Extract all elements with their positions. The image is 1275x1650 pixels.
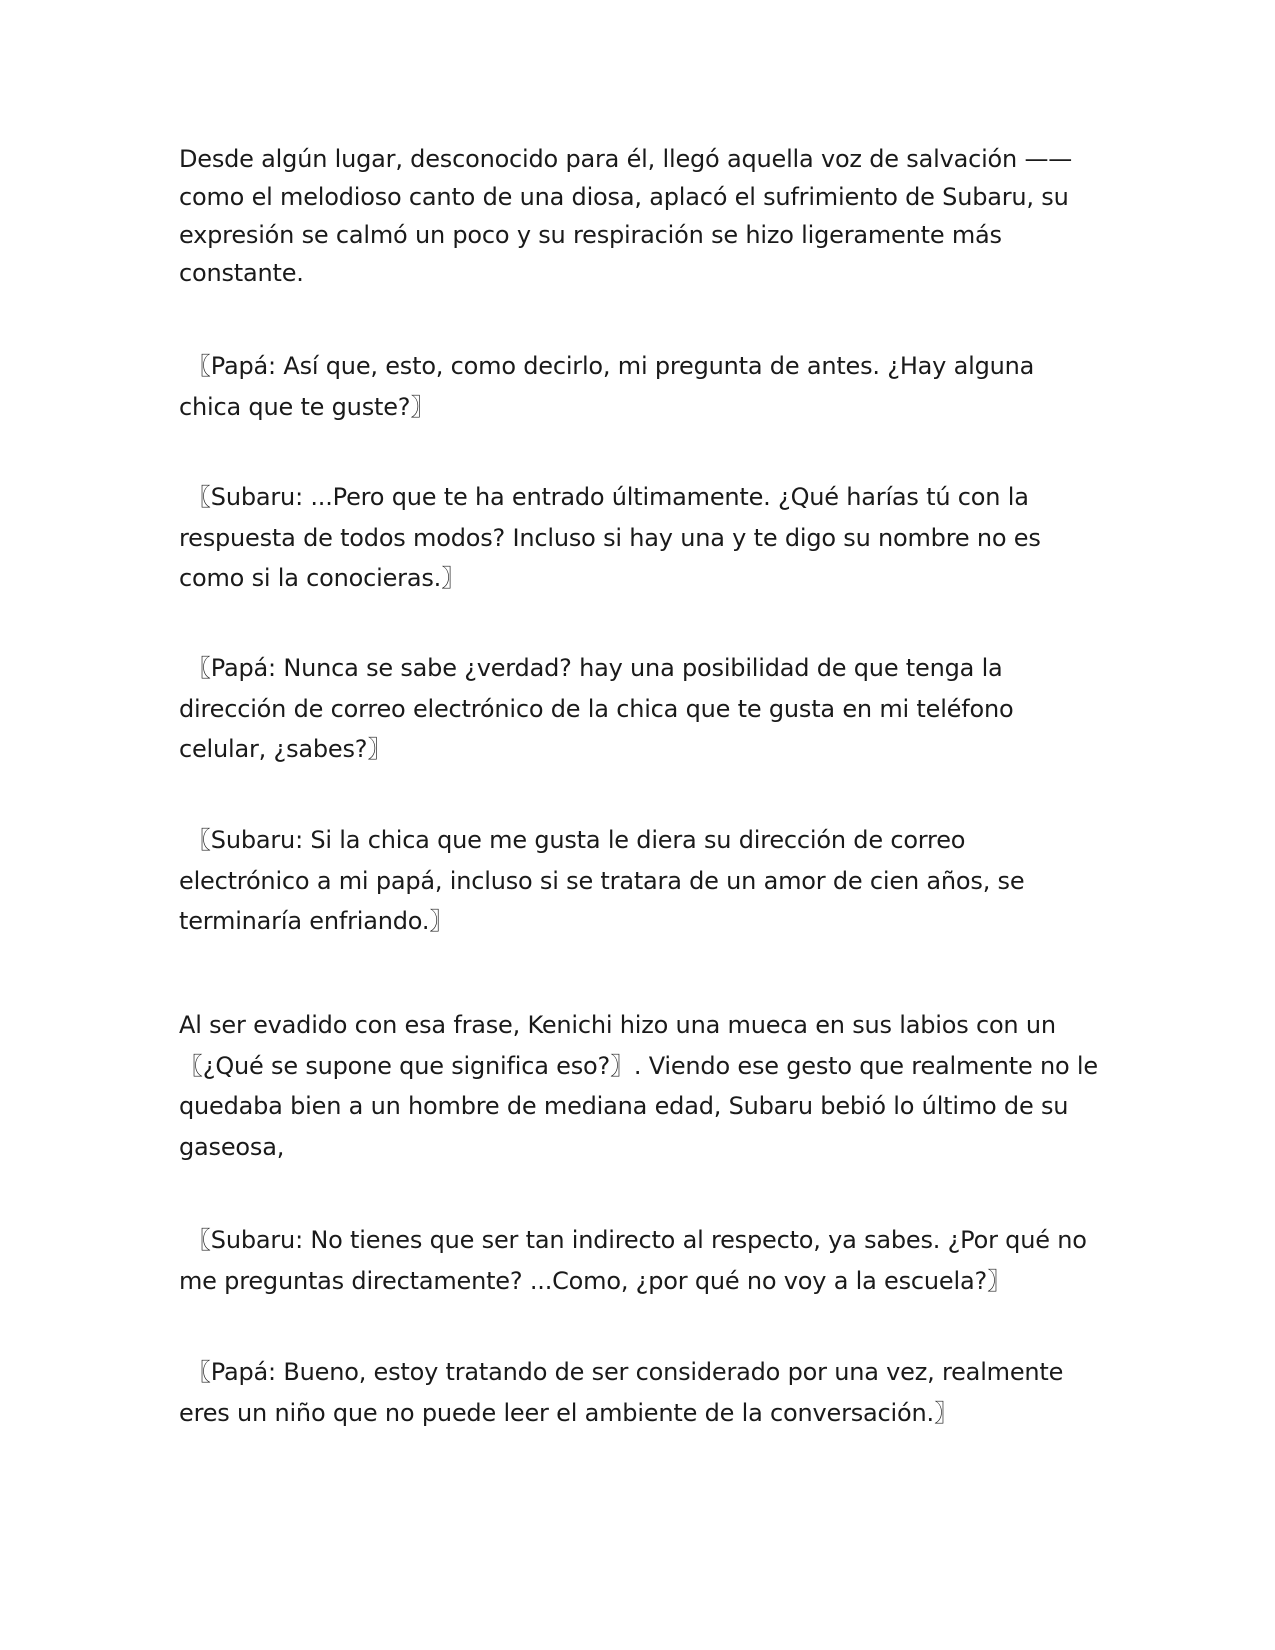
paragraph-dialogue-papa-1: 〖Papá: Así que, esto, como decirlo, mi pregunta de antes. ¿Hay alguna chica que te guste?〗 xyxy=(179,352,1035,421)
paragraph-dialogue-subaru-1: 〖Subaru: ...Pero que te ha entrado últimamente. ¿Qué harías tú con la respuesta de todos modos? Incluso si hay una y te digo su nombre no es como si la conocieras.〗 xyxy=(179,483,1041,592)
paragraph-narration-1: Desde algún lugar, desconocido para él, llegó aquella voz de salvación ——como el melodioso canto de una diosa, aplacó el sufrimiento de Subaru, su expresión se calmó un poco y su respiración se hizo ligeramente más constante. xyxy=(179,145,1073,287)
paragraph-dialogue-subaru-2: 〖Subaru: Si la chica que me gusta le diera su dirección de correo electrónico a mi papá, incluso si se tratara de un amor de cien años, se terminaría enfriando.〗 xyxy=(179,826,1025,935)
paragraph-dialogue-subaru-3: 〖Subaru: No tienes que ser tan indirecto al respecto, ya sabes. ¿Por qué no me preguntas directamente? ...Como, ¿por qué no voy a la escuela?〗 xyxy=(179,1226,1087,1295)
paragraph-narration-2: Al ser evadido con esa frase, Kenichi hizo una mueca en sus labios con un 〖¿Qué se supone que significa eso?〗. Viendo ese gesto que realmente no le quedaba bien a un hombre de mediana edad, Subaru bebió lo último de su gaseosa, xyxy=(179,1011,1098,1161)
paragraph-dialogue-papa-3: 〖Papá: Bueno, estoy tratando de ser considerado por una vez, realmente eres un niño que no puede leer el ambiente de la conversación.〗 xyxy=(179,1358,1064,1427)
paragraph-dialogue-papa-2: 〖Papá: Nunca se sabe ¿verdad? hay una posibilidad de que tenga la dirección de correo electrónico de la chica que te gusta en mi teléfono celular, ¿sabes?〗 xyxy=(179,654,1014,763)
